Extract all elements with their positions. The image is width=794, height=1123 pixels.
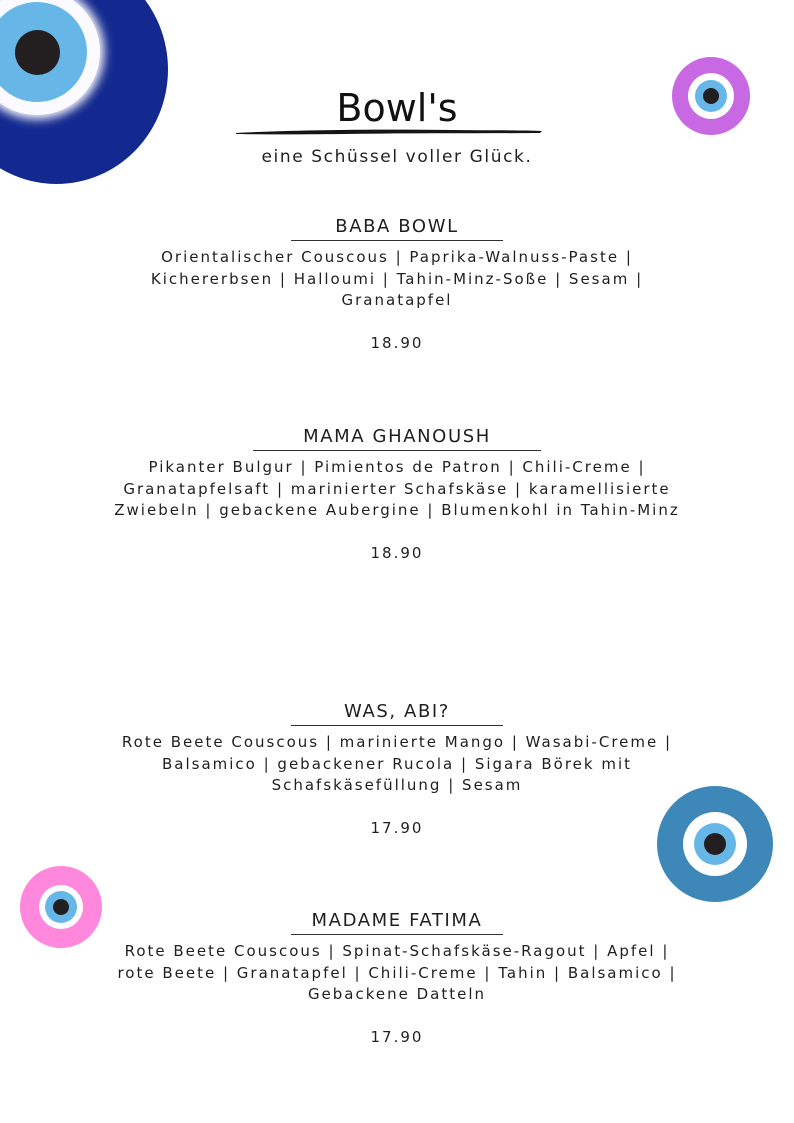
menu-item — [110, 910, 684, 1046]
menu-item-price: 17.90 — [370, 1027, 424, 1046]
menu-item-name: MADAME FATIMA — [291, 910, 503, 935]
menu-item-name: MAMA GHANOUSH — [253, 426, 541, 451]
menu-item-description: Rote Beete Couscous | Spinat-Schafskäse-Ragout | Apfel | rote Beete | Granatapfel | Chili-Creme | Tahin | Balsamico | Gebackene Datteln — [117, 942, 677, 1003]
menu-item-description: Rote Beete Couscous | marinierte Mango | Wasabi-Creme | Balsamico | gebackener Rucola | Sigara Börek mit Schafskäsefüllung | Sesam — [121, 733, 673, 794]
page-subtitle: eine Schüssel voller Glück. — [261, 147, 533, 167]
brush-underline — [234, 127, 544, 137]
menu-item-price: 17.90 — [370, 818, 424, 837]
menu-item-price: 18.90 — [370, 333, 424, 352]
page-title: Bowl's — [336, 86, 458, 130]
menu-item-description: Pikanter Bulgur | Pimientos de Patron | Chili-Creme | Granatapfelsaft | marinierter Schafskäse | karamellisierte Zwiebeln | gebackene Aubergine | Blumenkohl in Tahin-Minz — [114, 458, 680, 519]
menu-item — [110, 701, 684, 837]
menu-item-name: BABA BOWL — [291, 216, 503, 241]
menu-item-price: 18.90 — [370, 543, 424, 562]
menu-item-name: WAS, ABI? — [291, 701, 503, 726]
evil-eye-pink-icon — [20, 866, 102, 948]
menu-item-description: Orientalischer Couscous | Paprika-Walnuss-Paste | Kichererbsen | Halloumi | Tahin-Minz-Soße | Sesam | Granatapfel — [150, 248, 644, 309]
menu-item — [110, 216, 684, 352]
menu-item — [110, 426, 684, 562]
